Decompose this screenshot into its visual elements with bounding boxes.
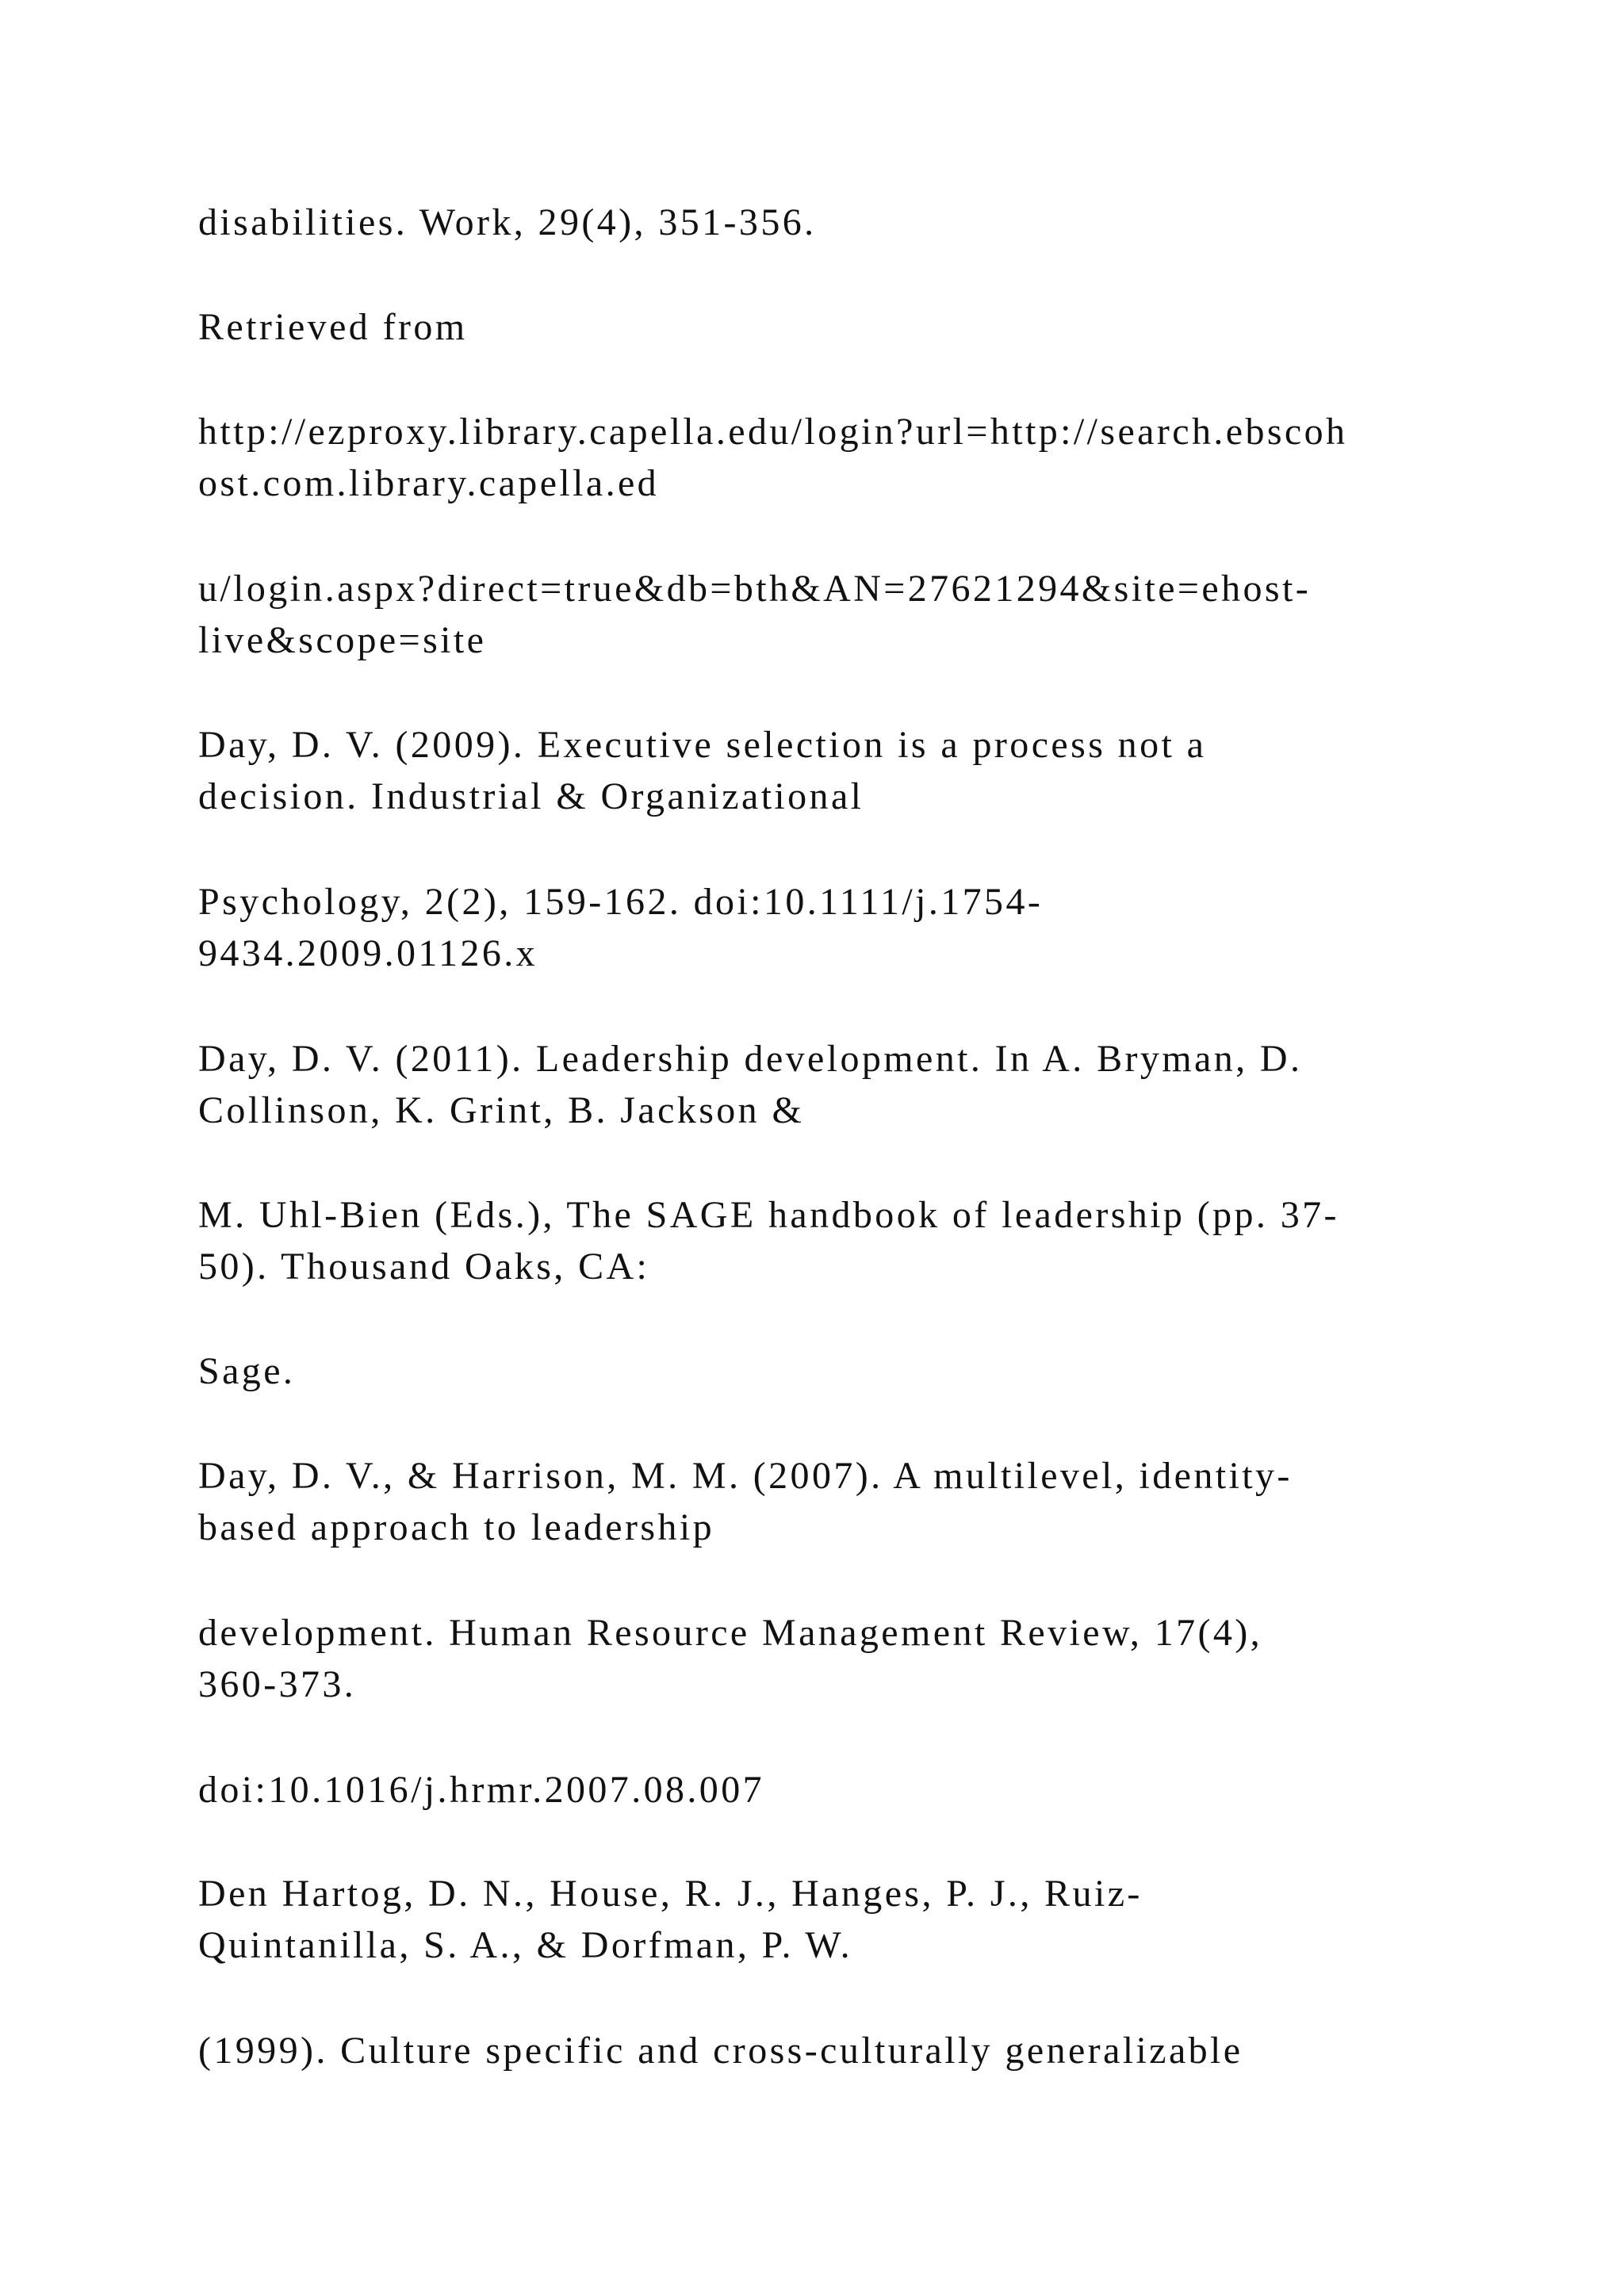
text-line: decision. Industrial & Organizational — [198, 775, 864, 817]
text-line: Sage. — [198, 1350, 296, 1392]
text-line: Den Hartog, D. N., House, R. J., Hanges, P. J., Ruiz- — [198, 1873, 1143, 1915]
text-line: development. Human Resource Management Review, 17(4), — [198, 1612, 1263, 1654]
text-line: M. Uhl-Bien (Eds.), The SAGE handbook of leadership (pp. 37- — [198, 1194, 1339, 1236]
reference-text — [198, 301, 1467, 353]
reference-entry — [198, 1345, 1467, 1397]
reference-url — [198, 406, 1467, 509]
text-line: u/login.aspx?direct=true&db=bth&AN=27621294&site=ehost- — [198, 568, 1312, 610]
text-line: live&scope=site — [198, 619, 487, 661]
reference-entry — [198, 1033, 1467, 1136]
text-line: disabilities. Work, 29(4), 351-356. — [198, 201, 817, 243]
text-line: Day, D. V. (2009). Executive selection is a process not a — [198, 724, 1207, 766]
reference-entry — [198, 876, 1467, 979]
text-line: Day, D. V., & Harrison, M. M. (2007). A multilevel, identity- — [198, 1455, 1293, 1497]
text-line: http://ezproxy.library.capella.edu/login?url=http://search.ebscoh — [198, 411, 1348, 453]
reference-entry — [198, 2025, 1467, 2076]
reference-url — [198, 563, 1467, 666]
reference-entry — [198, 1189, 1467, 1292]
reference-text — [198, 197, 1467, 248]
text-line: Collinson, K. Grint, B. Jackson & — [198, 1089, 805, 1131]
text-line: doi:10.1016/j.hrmr.2007.08.007 — [198, 1769, 764, 1811]
text-line: based approach to leadership — [198, 1506, 714, 1548]
text-line: ost.com.library.capella.ed — [198, 462, 660, 504]
reference-entry — [198, 1868, 1467, 1971]
text-line: Day, D. V. (2011). Leadership development. In A. Bryman, D. — [198, 1038, 1303, 1080]
text-line: Quintanilla, S. A., & Dorfman, P. W. — [198, 1924, 853, 1966]
reference-entry — [198, 719, 1467, 822]
text-line: Retrieved from — [198, 306, 468, 348]
text-line: Psychology, 2(2), 159-162. doi:10.1111/j.1754- — [198, 881, 1044, 923]
text-line: 50). Thousand Oaks, CA: — [198, 1246, 650, 1288]
reference-entry — [198, 1450, 1467, 1553]
reference-doi — [198, 1764, 1467, 1816]
text-line: 9434.2009.01126.x — [198, 932, 538, 974]
text-line: (1999). Culture specific and cross-culturally generalizable — [198, 2030, 1243, 2072]
text-line: 360-373. — [198, 1663, 357, 1705]
reference-entry — [198, 1607, 1467, 1710]
